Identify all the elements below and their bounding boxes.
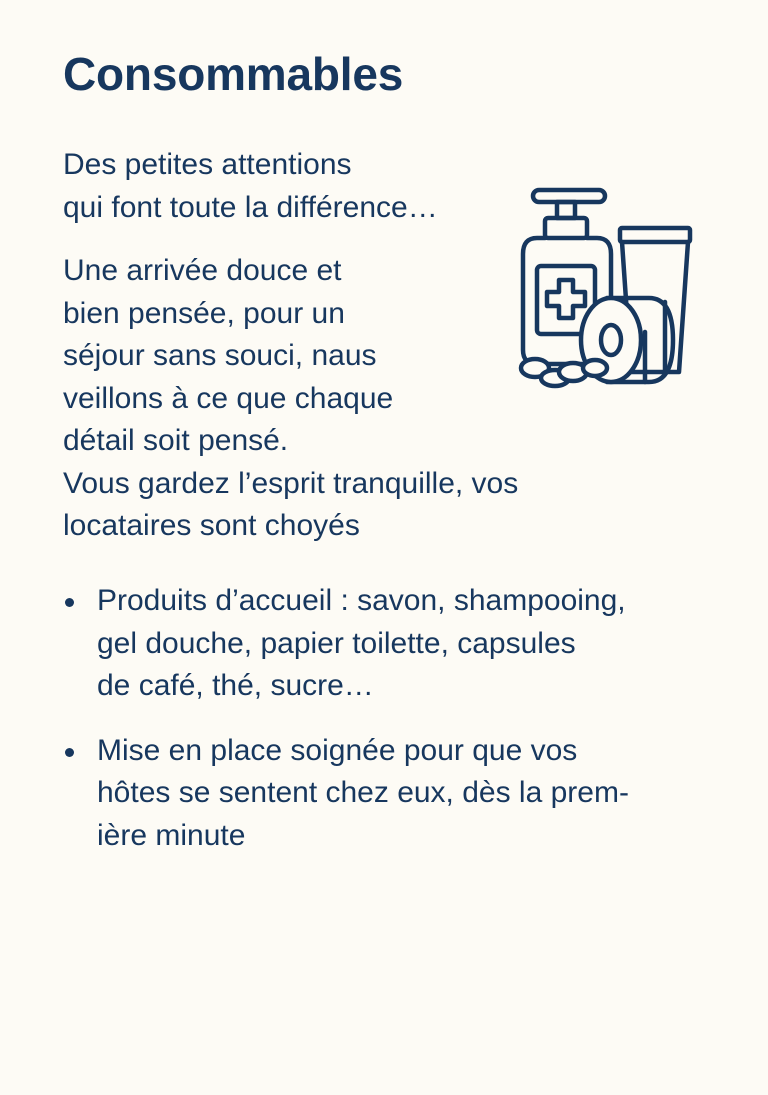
bullet-dot-icon [65, 748, 74, 757]
list-item-line: Mise en place soignée pour que vos [97, 733, 578, 767]
paragraph-line: locataires sont choyés [63, 509, 360, 542]
intro-line: Des petites attentions [63, 148, 352, 181]
paragraph-line: bien pensée, pour un [63, 296, 345, 330]
paragraph-line: détail soit pensé. [63, 424, 289, 457]
bullet-list [63, 580, 629, 879]
intro-text [63, 143, 438, 229]
paragraph-line: séjour sans souci, naus [63, 339, 377, 372]
list-item-line: de café, thé, sucre… [97, 669, 374, 702]
page-title: Consommables [63, 48, 404, 100]
toiletries-illustration-icon [515, 182, 700, 397]
bullet-dot-icon [65, 598, 74, 607]
description-paragraph [63, 250, 518, 548]
list-item [63, 730, 629, 858]
list-item-line: hôtes se sentent chez eux, dès la prem- [97, 776, 629, 809]
paragraph-line: Une arrivée douce et [63, 254, 342, 287]
paragraph-line: Vous gardez l’esprit tranquille, vos [63, 466, 519, 500]
list-item-line: ière minute [97, 818, 246, 852]
paragraph-line: veillons à ce que chaque [63, 381, 394, 415]
list-item-line: gel douche, papier toilette, capsules [97, 626, 576, 660]
pebbles-icon [521, 359, 607, 386]
list-item-line: Produits d’accueil : savon, shampooing, [97, 584, 626, 617]
intro-line: qui font toute la différence… [63, 191, 438, 224]
list-item [63, 580, 629, 708]
